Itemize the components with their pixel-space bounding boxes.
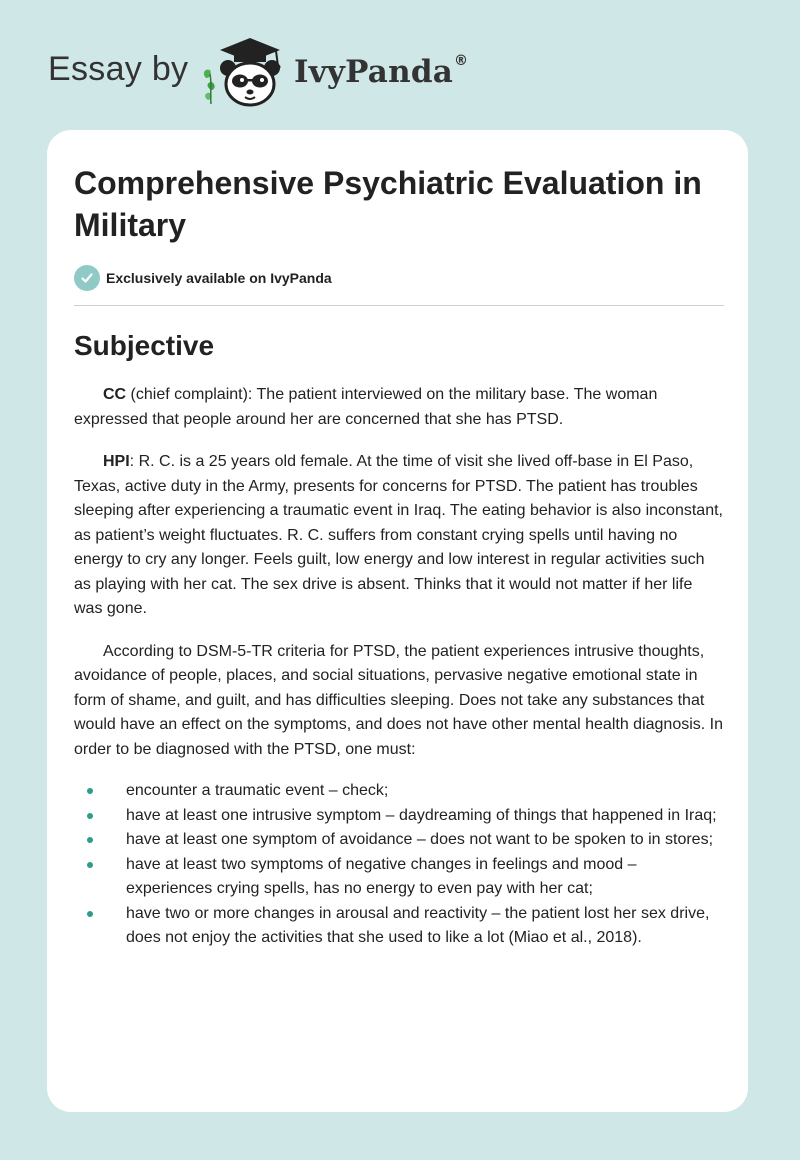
site-brand[interactable]	[48, 34, 468, 114]
bullet-icon	[87, 788, 93, 794]
bullet-icon	[87, 862, 93, 868]
bullet-icon	[87, 813, 93, 819]
list-item: encounter a traumatic event – check;	[74, 779, 724, 804]
exclusive-badge	[74, 264, 724, 292]
cc-paragraph	[74, 383, 724, 432]
list-item: have two or more changes in arousal and reactivity – the patient lost her sex drive, does not enjoy the activities that she used to like a lot (Miao et al., 2018).	[74, 902, 724, 951]
hpi-paragraph	[74, 450, 724, 622]
article-body	[74, 162, 724, 951]
brand-name: IvyPanda®	[294, 52, 469, 90]
divider	[74, 305, 724, 306]
cc-text: (chief complaint): The patient interviewed on the military base. The woman expressed that people around her are concerned that she has PTSD.	[74, 386, 658, 428]
article-title: Comprehensive Psychiatric Evaluation in Military	[74, 165, 702, 243]
section-heading: Subjective	[74, 330, 215, 361]
criteria-list	[74, 779, 724, 951]
exclusive-label: Exclusively available on IvyPanda	[106, 270, 332, 286]
bullet-icon	[87, 911, 93, 917]
panda-graduate-icon	[200, 34, 290, 110]
hpi-label: HPI	[103, 453, 130, 470]
list-item: have at least two symptoms of negative changes in feelings and mood – experiences crying spells, has no energy to even pay with her cat;	[74, 853, 724, 902]
check-icon	[74, 265, 100, 291]
list-item: have at least one intrusive symptom – daydreaming of things that happened in Iraq;	[74, 804, 724, 829]
dsm-paragraph: According to DSM-5-TR criteria for PTSD, the patient experiences intrusive thoughts, avoidance of people, places, and social situations, pervasive negative emotional state in form of shame, and guilt, and has difficulties sleeping. Does not take any substances that would have an effect on the symptoms, and does not have other mental health diagnosis. In order to be diagnosed with the PTSD, one must:	[74, 642, 724, 758]
cc-label: CC	[103, 386, 127, 403]
bullet-icon	[87, 837, 93, 843]
hpi-text: : R. C. is a 25 years old female. At the time of visit she lived off-base in El Paso, Texas, active duty in the Army, presents for concerns for PTSD. The patient has troubles sleeping after experiencing a traumatic event in Iraq. The eating behavior is also inconstant, as patient’s weight fluctuates. R. C. suffers from constant crying spells until having no energy to cry any longer. Feels guilt, low energy and low interest in regular activities such as playing with her cat. The sex drive is absent. Thinks that it would not matter if her life was gone.	[74, 453, 723, 617]
essay-by-label: Essay by	[48, 50, 189, 88]
article-card	[47, 130, 748, 1112]
list-item: have at least one symptom of avoidance – does not want to be spoken to in stores;	[74, 828, 724, 853]
